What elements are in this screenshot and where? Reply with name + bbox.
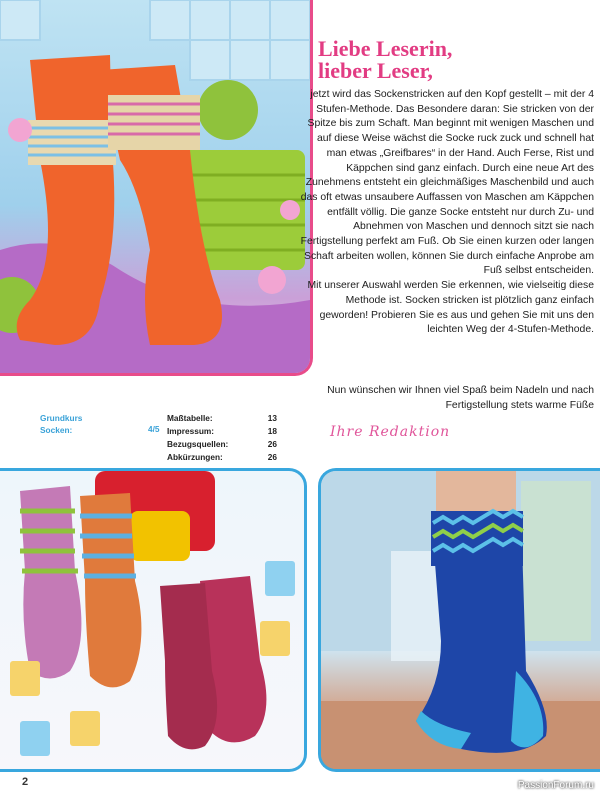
watermark: PassionForum.ru (517, 780, 594, 791)
closing-paragraph: Nun wünschen wir Ihnen viel Spaß beim Nadeln und nach Fertigstellung stets warme Füße (327, 385, 594, 411)
closing-text (298, 384, 594, 413)
contents-item (167, 438, 277, 451)
headline-line-2: lieber Leser, (318, 58, 433, 83)
contents-item (167, 412, 277, 425)
photo-blue-sock (318, 468, 600, 772)
course-title-line-1: Grundkurs (40, 413, 83, 423)
page-number: 2 (22, 776, 29, 788)
contents-item-label: Maßtabelle: (167, 413, 213, 423)
letter-headline (318, 38, 598, 82)
photo-orange-socks (0, 0, 313, 376)
contents-list (167, 412, 277, 464)
contents-item-page: 26 (267, 452, 277, 462)
intro-paragraph: jetzt wird das Sockenstricken auf den Kopf gestellt – mit der 4 Stufen-Methode. Das Besondere daran: Sie stricken von der Spitze bis zum Schaft. Man beginnt mit wenigen Maschen und auf diese Weise wächst die Socke ruck zuck und schnell hat man etwas „Greifbares“ in der Hand. Auch Ferse, Rist und Käppchen sind ganz einfach. Durch eine neue Art des Zunehmens entsteht ein gleichmäßiges Maschenbild und auch das oft etwas unsaubere Auffassen von Maschen am Käppchen entfällt völlig. Die ganze Socke entsteht nur durch Zu- und Abnehmen von Maschen und dennoch sitzt sie nach Fertigstellung perfekt am Fuß. Ob Sie einen kurzen oder langen Schaft arbeiten wollen, können Sie durch einfache Anprobe am Fuß selbst entscheiden. (300, 89, 594, 277)
contents-item-label: Abkürzungen: (167, 452, 223, 462)
intro-text (298, 88, 594, 338)
contents-item (167, 451, 277, 464)
course-title-line-2: Socken: (40, 425, 73, 435)
contents-item (167, 425, 277, 438)
headline-line-1: Liebe Leserin, (318, 36, 453, 61)
intro-paragraph: Mit unserer Auswahl werden Sie erkennen, wie vielseitig diese Methode ist. Socken stricken ist plötzlich ganz einfach geworden! Probieren Sie es aus und gehen Sie mit uns den leichten Weg der 4-Stufen-Methode. (307, 280, 594, 336)
course-page-numbers: 4/5 (148, 424, 160, 434)
contents-item-label: Bezugsquellen: (167, 439, 229, 449)
contents-item-page: 13 (267, 413, 277, 423)
course-title (40, 412, 82, 436)
contents-item-page: 18 (267, 426, 277, 436)
contents-item-page: 26 (267, 439, 277, 449)
photo-kids-socks (0, 468, 307, 772)
contents-item-label: Impressum: (167, 426, 215, 436)
signature: Ihre Redaktion (330, 424, 451, 440)
